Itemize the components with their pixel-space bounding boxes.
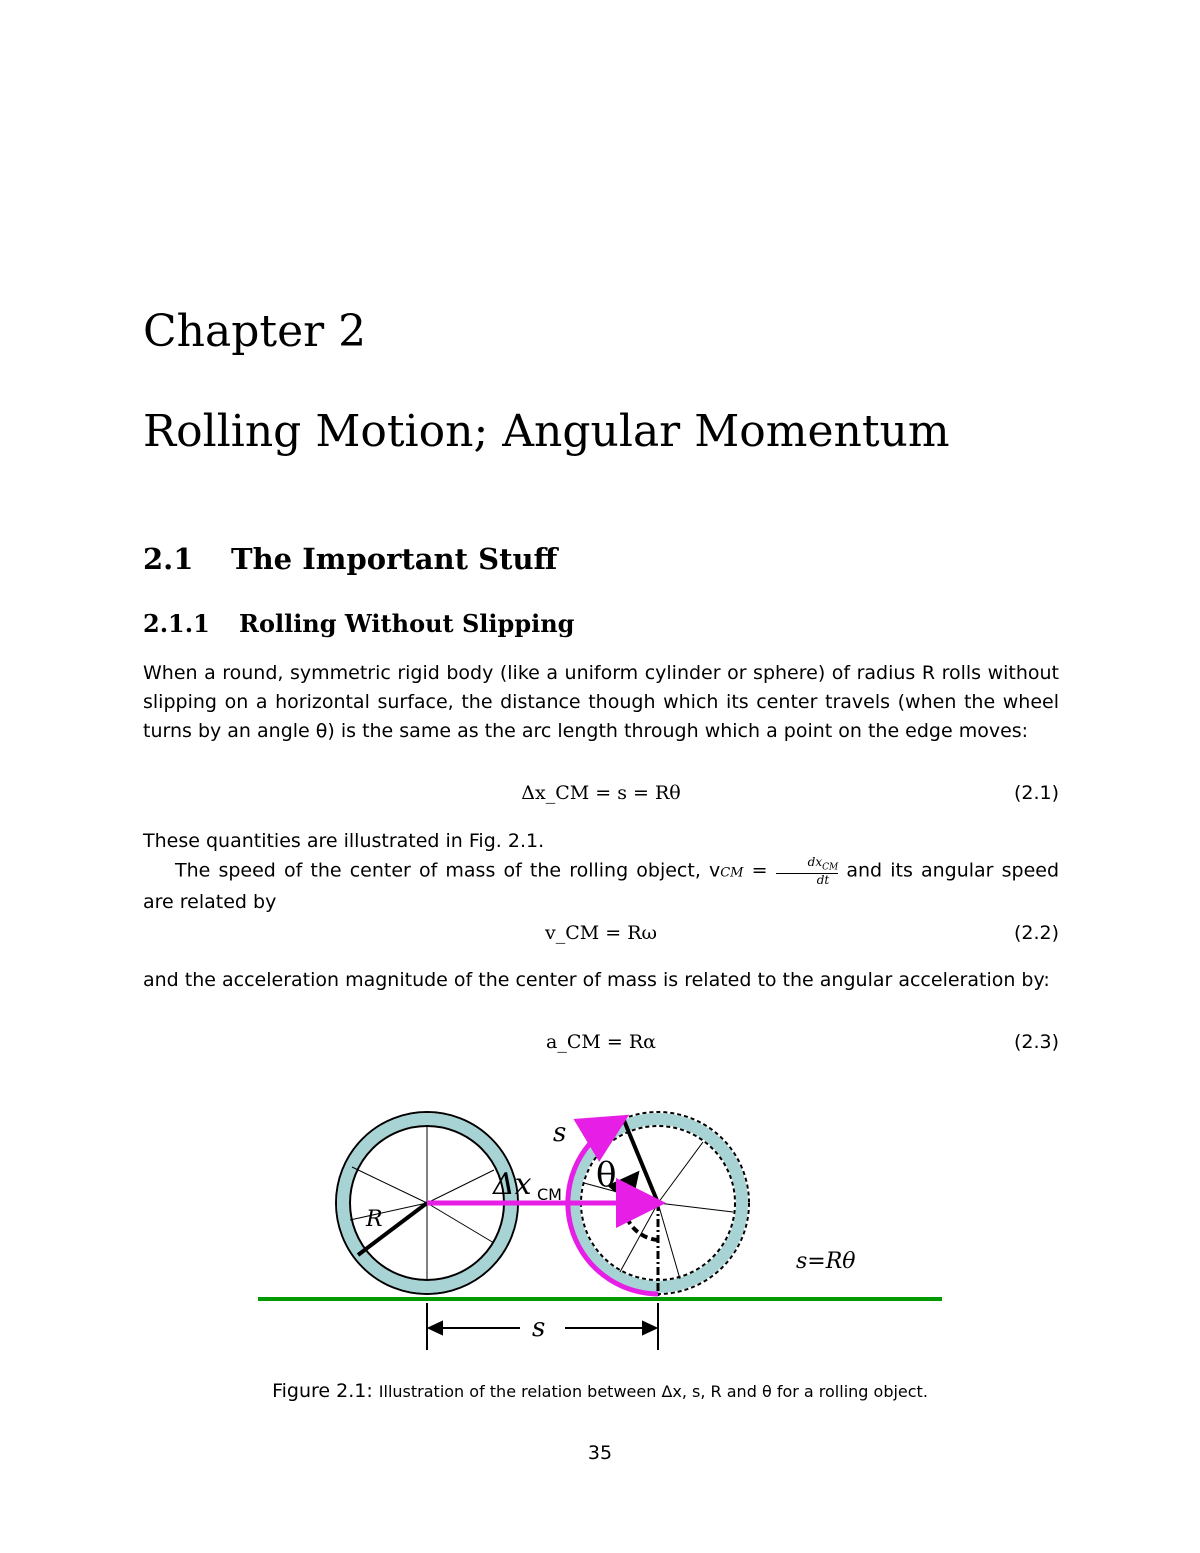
label-R: R	[366, 1207, 383, 1232]
label-theta: θ	[596, 1155, 617, 1195]
equation-number: (2.3)	[1013, 1031, 1059, 1053]
caption-text: Illustration of the relation between Δx, s, R and θ for a rolling object.	[378, 1382, 928, 1401]
paragraph-intro: When a round, symmetric rigid body (like a uniform cylinder or sphere) of radius R rolls without slipping on a horizontal surface, the distance though which its center travels (when the wheel turns by an angle θ) is the same as the arc length through which a point on the edge moves:	[143, 662, 1059, 742]
label-delta-x: Δx	[493, 1167, 532, 1202]
label-s-equals-r-theta: s=Rθ	[796, 1249, 856, 1274]
section-title: The Important Stuff	[231, 542, 558, 576]
rolling-wheel-figure	[240, 1100, 960, 1370]
fraction-dxdt: $dx_{CM}$ dt	[776, 856, 839, 886]
caption-label: Figure 2.1:	[272, 1380, 373, 1402]
equation-2-2	[143, 919, 1059, 948]
paragraph-speed-end: and its angular speed are related by	[143, 859, 1060, 913]
chapter-title: Rolling Motion; Angular Momentum	[143, 406, 950, 457]
figure-caption	[0, 1380, 1200, 1402]
chapter-label: Chapter 2	[143, 306, 367, 357]
paragraph-speed-start: The speed of the center of mass of the rolling object, v	[175, 859, 721, 882]
paragraph-speed: The speed of the center of mass of the rolling object, vCM = $dx_{CM}$ dt and its angular speed are related by	[143, 855, 1060, 913]
paragraph-figure-ref: These quantities are illustrated in Fig. 2.1.	[143, 830, 545, 852]
equation-body: v_CM = Rω	[544, 922, 658, 944]
subsection-title: Rolling Without Slipping	[239, 609, 575, 638]
paragraph-acceleration: and the acceleration magnitude of the center of mass is related to the angular acceleration by:	[143, 969, 1050, 991]
subsection-number: 2.1.1	[143, 609, 210, 638]
label-s-bottom: s	[532, 1313, 546, 1343]
page-number: 35	[587, 1442, 613, 1464]
equation-2-3	[143, 1028, 1059, 1057]
label-cm: CM	[537, 1185, 562, 1204]
equation-2-1	[143, 779, 1059, 808]
equation-number: (2.2)	[1013, 922, 1059, 944]
equation-number: (2.1)	[1013, 782, 1059, 804]
subsection-heading	[143, 609, 574, 638]
equation-body: a_CM = Rα	[546, 1031, 656, 1053]
section-number: 2.1	[143, 542, 194, 576]
section-heading	[143, 542, 557, 576]
label-s-top: s	[553, 1118, 567, 1148]
equation-body: Δx_CM = s = Rθ	[521, 782, 681, 804]
